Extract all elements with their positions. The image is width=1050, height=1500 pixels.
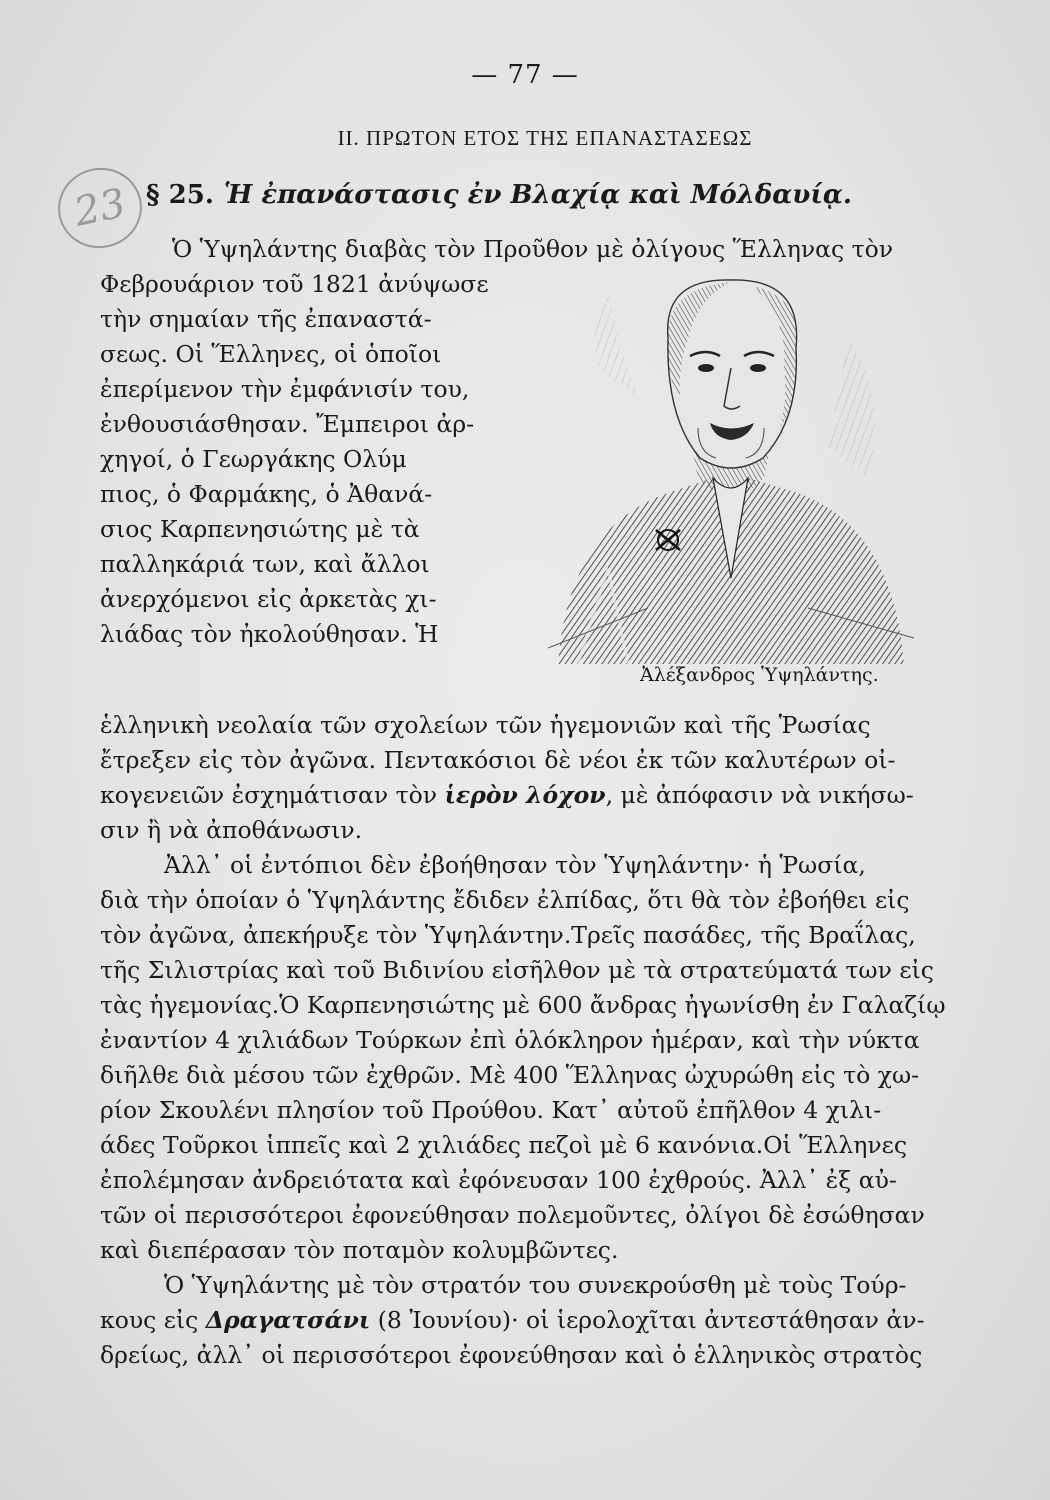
text-line: ἔτρεξεν εἰς τὸν ἀγῶνα. Πεντακόσιοι δὲ νέοι ἐκ τῶν καλυτέρων οἰ-	[100, 746, 896, 774]
text-line: παλληκάριά των, καὶ ἄλλοι	[100, 550, 430, 578]
text-line: ρίον Σκουλένι πλησίον τοῦ Προύθου. Κατ᾽ αὐτοῦ ἐπῆλθον 4 χιλι-	[100, 1096, 882, 1124]
text-line: άδες Τοῦρκοι ἱππεῖς καὶ 2 χιλιάδες πεζοὶ μὲ 6 κανόνια.Οἱ Ἕλληνες	[100, 1131, 907, 1159]
text-fragment: κογενειῶν ἐσχημάτισαν τὸν	[100, 781, 438, 809]
text-line: τὸν ἀγῶνα, ἀπεκήρυξε τὸν Ὑψηλάντην.Τρεῖς πασάδες, τῆς Βραΐλας,	[100, 921, 916, 949]
library-stamp: 23	[51, 160, 150, 256]
part-heading: II. ΠΡΩΤΟΝ ΕΤΟΣ ΤΗΣ ΕΠΑΝΑΣΤΑΣΕΩΣ	[337, 126, 753, 150]
intro-paragraph	[100, 232, 894, 652]
text-line: Ὁ Ὑψηλάντης μὲ τὸν στρατόν του συνεκρούσθη μὲ τοὺς Τούρ-	[164, 1271, 907, 1299]
emphasized-term: ἱερὸν λόχον	[444, 781, 606, 809]
text-line: πιος, ὁ Φαρμάκης, ὁ Ἀθανά-	[100, 480, 433, 508]
text-fragment: , μὲ ἀπόφασιν νὰ νικήσω-	[605, 781, 914, 809]
text-line: ἀνερχόμενοι εἰς ἀρκετὰς χι-	[100, 585, 437, 613]
text-line: ἑλληνικὴ νεολαία τῶν σχολείων τῶν ἡγεμονιῶν καὶ τῆς Ῥωσίας	[100, 711, 871, 739]
text-line: τῆς Σιλιστρίας καὶ τοῦ Βιδινίου εἰσῆλθον μὲ τὰ στρατεύματά των εἰς	[100, 956, 934, 984]
emphasized-place: Δραγατσάνι	[205, 1306, 371, 1334]
main-text	[100, 708, 980, 1373]
section-number: § 25.	[146, 180, 214, 210]
text-line: λιάδας τὸν ἠκολούθησαν. Ἡ	[100, 620, 439, 648]
text-line: Ἀλλ᾽ οἱ ἐντόπιοι δὲν ἐβοήθησαν τὸν Ὑψηλάντην· ἡ Ῥωσία,	[164, 851, 866, 879]
text-line: ἐνθουσιάσθησαν. Ἔμπειροι ἀρ-	[100, 410, 475, 438]
text-line: τὴν σημαίαν τῆς ἐπαναστά-	[100, 305, 432, 333]
portrait-caption: Ἀλέξανδρος Ὑψηλάντης.	[640, 664, 879, 686]
text-line: τῶν οἱ περισσότεροι ἐφονεύθησαν πολεμοῦντες, ὀλίγοι δὲ ἐσώθησαν	[100, 1201, 925, 1229]
text-fragment: κους εἰς	[100, 1306, 199, 1334]
text-line: σιος Καρπενησιώτης μὲ τὰ	[100, 515, 420, 543]
text-line: Ὁ Ὑψηλάντης διαβὰς τὸν Προῦθον μὲ ὀλίγους Ἕλληνας τὸν	[172, 235, 894, 263]
text-line: τὰς ἡγεμονίας.Ὁ Καρπενησιώτης μὲ 600 ἄνδρας ἠγωνίσθη ἐν Γαλαζίῳ	[100, 991, 946, 1019]
section-heading	[146, 180, 852, 210]
text-line: ἐναντίον 4 χιλιάδων Τούρκων ἐπὶ ὁλόκληρον ἡμέραν, καὶ τὴν νύκτα	[100, 1026, 920, 1054]
portrait-engraving	[548, 278, 914, 664]
text-line: διῆλθε διὰ μέσου τῶν ἐχθρῶν. Μὲ 400 Ἕλληνας ὠχυρώθη εἰς τὸ χω-	[100, 1061, 920, 1089]
text-line	[100, 778, 980, 813]
text-line: δρείως, ἀλλ᾽ οἱ περισσότεροι ἐφονεύθησαν καὶ ὁ ἑλληνικὸς στρατὸς	[100, 1341, 923, 1369]
text-line	[100, 1303, 980, 1338]
text-line: ἐπερίμενον τὴν ἐμφάνισίν του,	[100, 375, 470, 403]
text-line: διὰ τὴν ὁποίαν ὁ Ὑψηλάντης ἔδιδεν ἐλπίδας, ὅτι θὰ τὸν ἐβοήθει εἰς	[100, 886, 910, 914]
text-line: σιν ἢ νὰ ἀποθάνωσιν.	[100, 816, 363, 844]
text-line: χηγοί, ὁ Γεωργάκης Ολύμ	[100, 445, 407, 473]
text-line: ἐπολέμησαν ἀνδρειότατα καὶ ἐφόνευσαν 100 ἐχθρούς. Ἀλλ᾽ ἐξ αὐ-	[100, 1166, 897, 1194]
text-line: Φεβρουάριον τοῦ 1821 ἀνύψωσε	[100, 270, 489, 298]
page-number: — 77 —	[471, 60, 579, 90]
text-line: καὶ διεπέρασαν τὸν ποταμὸν κολυμβῶντες.	[100, 1236, 619, 1264]
text-line: σεως. Οἱ Ἕλληνες, οἱ ὁποῖοι	[100, 340, 442, 368]
section-title: Ἡ ἐπανάστασις ἐν Βλαχίᾳ καὶ Μόλδαυίᾳ.	[223, 180, 852, 210]
text-fragment: (8 Ἰουνίου)· οἱ ἱερολοχῖται ἀντεστάθησαν ἀν-	[377, 1306, 925, 1334]
